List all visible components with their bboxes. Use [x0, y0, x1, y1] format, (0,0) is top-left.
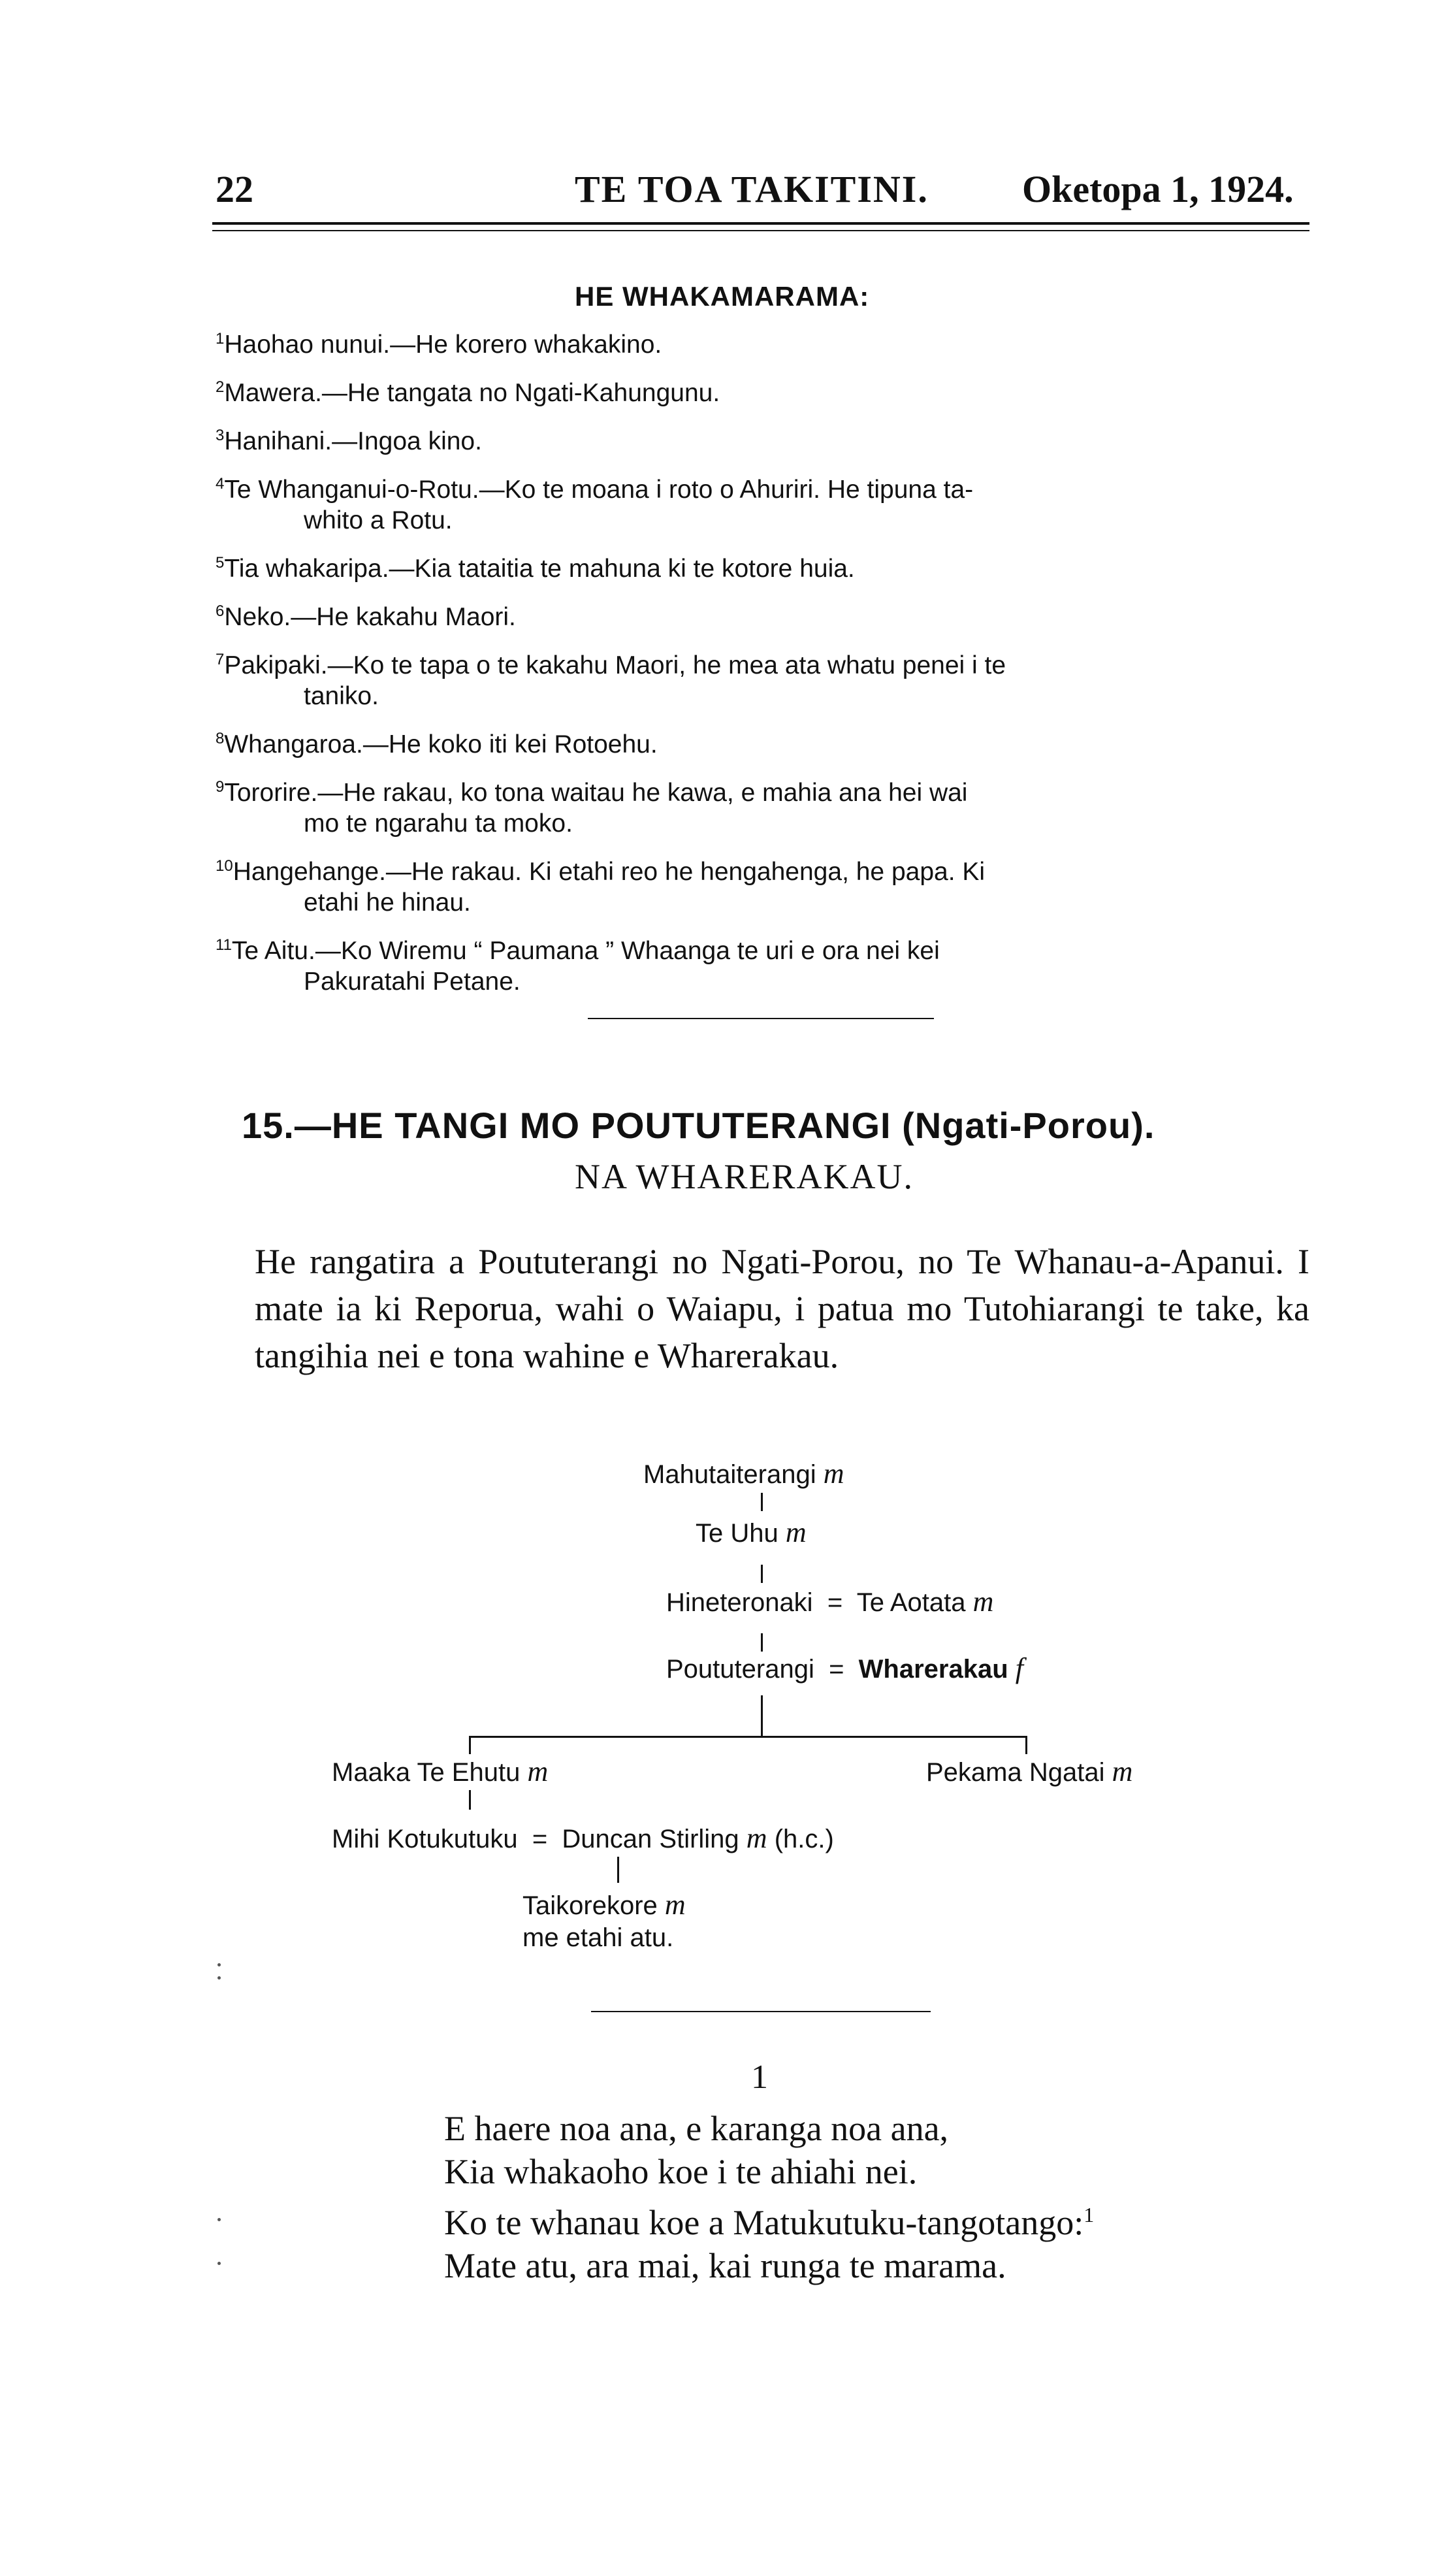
footnote-number: 6 [216, 602, 225, 620]
glossary-item [216, 772, 1306, 839]
genealogy-line [761, 1695, 763, 1736]
glossary-text: Pakipaki.—Ko te tapa o te kakahu Maori, he mea ata whatu penei i te [224, 651, 1006, 679]
genealogy-poututerangi-union: Poututerangi = Wharerakau f [666, 1652, 1024, 1684]
glossary-text: Hangehange.—He rakau. Ki etahi reo he hengahenga, he papa. Ki [233, 858, 986, 886]
genealogy-line [617, 1857, 619, 1883]
glossary-continuation: Pakuratahi Petane. [304, 968, 521, 996]
glossary-continuation: etahi he hinau. [304, 889, 471, 917]
genealogy-hineteronaki-union: Hineteronaki = Te Aotata m [666, 1586, 994, 1618]
genealogy-others: me etahi atu. [522, 1923, 674, 1952]
footnote-number: 3 [216, 427, 225, 444]
genealogy-line [761, 1493, 763, 1511]
genealogy-line [469, 1736, 471, 1754]
glossary-item [216, 547, 1306, 584]
verse-line: Kia whakaoho koe i te ahiahi nei. [444, 2152, 918, 2191]
footnote-reference: 1 [1083, 2203, 1095, 2226]
glossary-item [216, 420, 1306, 457]
genealogy-sibling-bar [469, 1736, 1027, 1738]
footnote-number: 8 [216, 730, 225, 747]
footnote-number: 7 [216, 651, 225, 668]
footnote-number: 11 [216, 936, 232, 954]
glossary-item [216, 372, 1306, 408]
glossary-item [216, 644, 1306, 711]
genealogy-line [761, 1565, 763, 1583]
glossary-text: Tororire.—He rakau, ko tona waitau he kawa, e mahia ana hei wai [224, 779, 968, 807]
glossary-item [216, 851, 1306, 918]
verse-line: E haere noa ana, e karanga noa ana, [444, 2109, 949, 2148]
glossary-continuation: taniko. [304, 682, 379, 710]
glossary-item [216, 468, 1306, 536]
header-rule [212, 222, 1309, 225]
header-rule-thin [212, 230, 1309, 231]
print-speck [217, 2262, 221, 2265]
verse-line: Mate atu, ara mai, kai runga te marama. [444, 2246, 1006, 2285]
glossary-heading: HE WHAKAMARAMA: [575, 281, 870, 312]
glossary-text: Haohao nunui.—He korero whakakino. [224, 331, 662, 359]
footnote-number: 9 [216, 778, 225, 796]
song-introduction: He rangatira a Poututerangi no Ngati-Porou, no Te Whanau-a-Apanui. I mate ia ki Reporua, wahi o Waiapu, i patua mo Tutohiarangi te take, ka tangihia nei e tona wahine e Wharerakau. [255, 1242, 1309, 1375]
issue-date: Oketopa 1, 1924. [1022, 168, 1294, 210]
print-speck [217, 2218, 221, 2221]
glossary-item [216, 723, 1306, 760]
verse-line: Ko te whanau koe a Matukutuku-tangotango:$^1$ [444, 2203, 1095, 2242]
glossary-item [216, 930, 1306, 997]
footnote-number: 10 [216, 857, 233, 875]
footnote-number: 2 [216, 378, 225, 396]
genealogy-te-uhu: Te Uhu m [696, 1516, 807, 1548]
verse-text [444, 2107, 1094, 2287]
genealogy-pekama: Pekama Ngatai m [926, 1755, 1133, 1787]
verse-number: 1 [751, 2059, 768, 2096]
footnote-number: 5 [216, 554, 225, 572]
glossary-text: Te Aitu.—Ko Wiremu “ Paumana ” Whaanga te uri e ora nei kei [231, 937, 940, 965]
page-number: 22 [216, 168, 253, 210]
genealogy-taikorekore: Taikorekore m [522, 1889, 686, 1921]
glossary-item [216, 323, 1306, 360]
section-divider [588, 1018, 934, 1019]
glossary-text: Hanihani.—Ingoa kino. [224, 427, 482, 455]
footnote-number: 4 [216, 475, 225, 493]
genealogy-mihi-union: Mihi Kotukutuku = Duncan Stirling m (h.c.) [332, 1822, 834, 1854]
glossary-text: Te Whanganui-o-Rotu.—Ko te moana i roto o Ahuriri. He tipuna ta- [224, 476, 974, 504]
genealogy-line [469, 1790, 471, 1810]
genealogy-line [1025, 1736, 1027, 1754]
footnote-number: 1 [216, 330, 225, 348]
song-author: NA WHARERAKAU. [575, 1157, 914, 1196]
publication-title: TE TOA TAKITINI. [575, 168, 929, 210]
glossary-list [216, 323, 1306, 1009]
glossary-text: Whangaroa.—He koko iti kei Rotoehu. [224, 730, 658, 758]
glossary-text: Mawera.—He tangata no Ngati-Kahungunu. [224, 379, 720, 407]
genealogy-line [761, 1633, 763, 1652]
glossary-text: Neko.—He kakahu Maori. [224, 603, 516, 631]
glossary-continuation: whito a Rotu. [304, 506, 453, 534]
song-title: 15.—HE TANGI MO POUTUTERANGI (Ngati-Porou). [242, 1105, 1155, 1146]
genealogy-maaka: Maaka Te Ehutu m [332, 1755, 549, 1787]
genealogy-mahutaiterangi: Mahutaiterangi m [643, 1458, 844, 1490]
print-speck [217, 1963, 221, 1966]
print-speck [217, 1976, 221, 1980]
glossary-item [216, 596, 1306, 632]
glossary-continuation: mo te ngarahu ta moko. [304, 809, 573, 838]
glossary-text: Tia whakaripa.—Kia tataitia te mahuna ki te kotore huia. [224, 555, 855, 583]
section-divider [591, 2011, 931, 2012]
